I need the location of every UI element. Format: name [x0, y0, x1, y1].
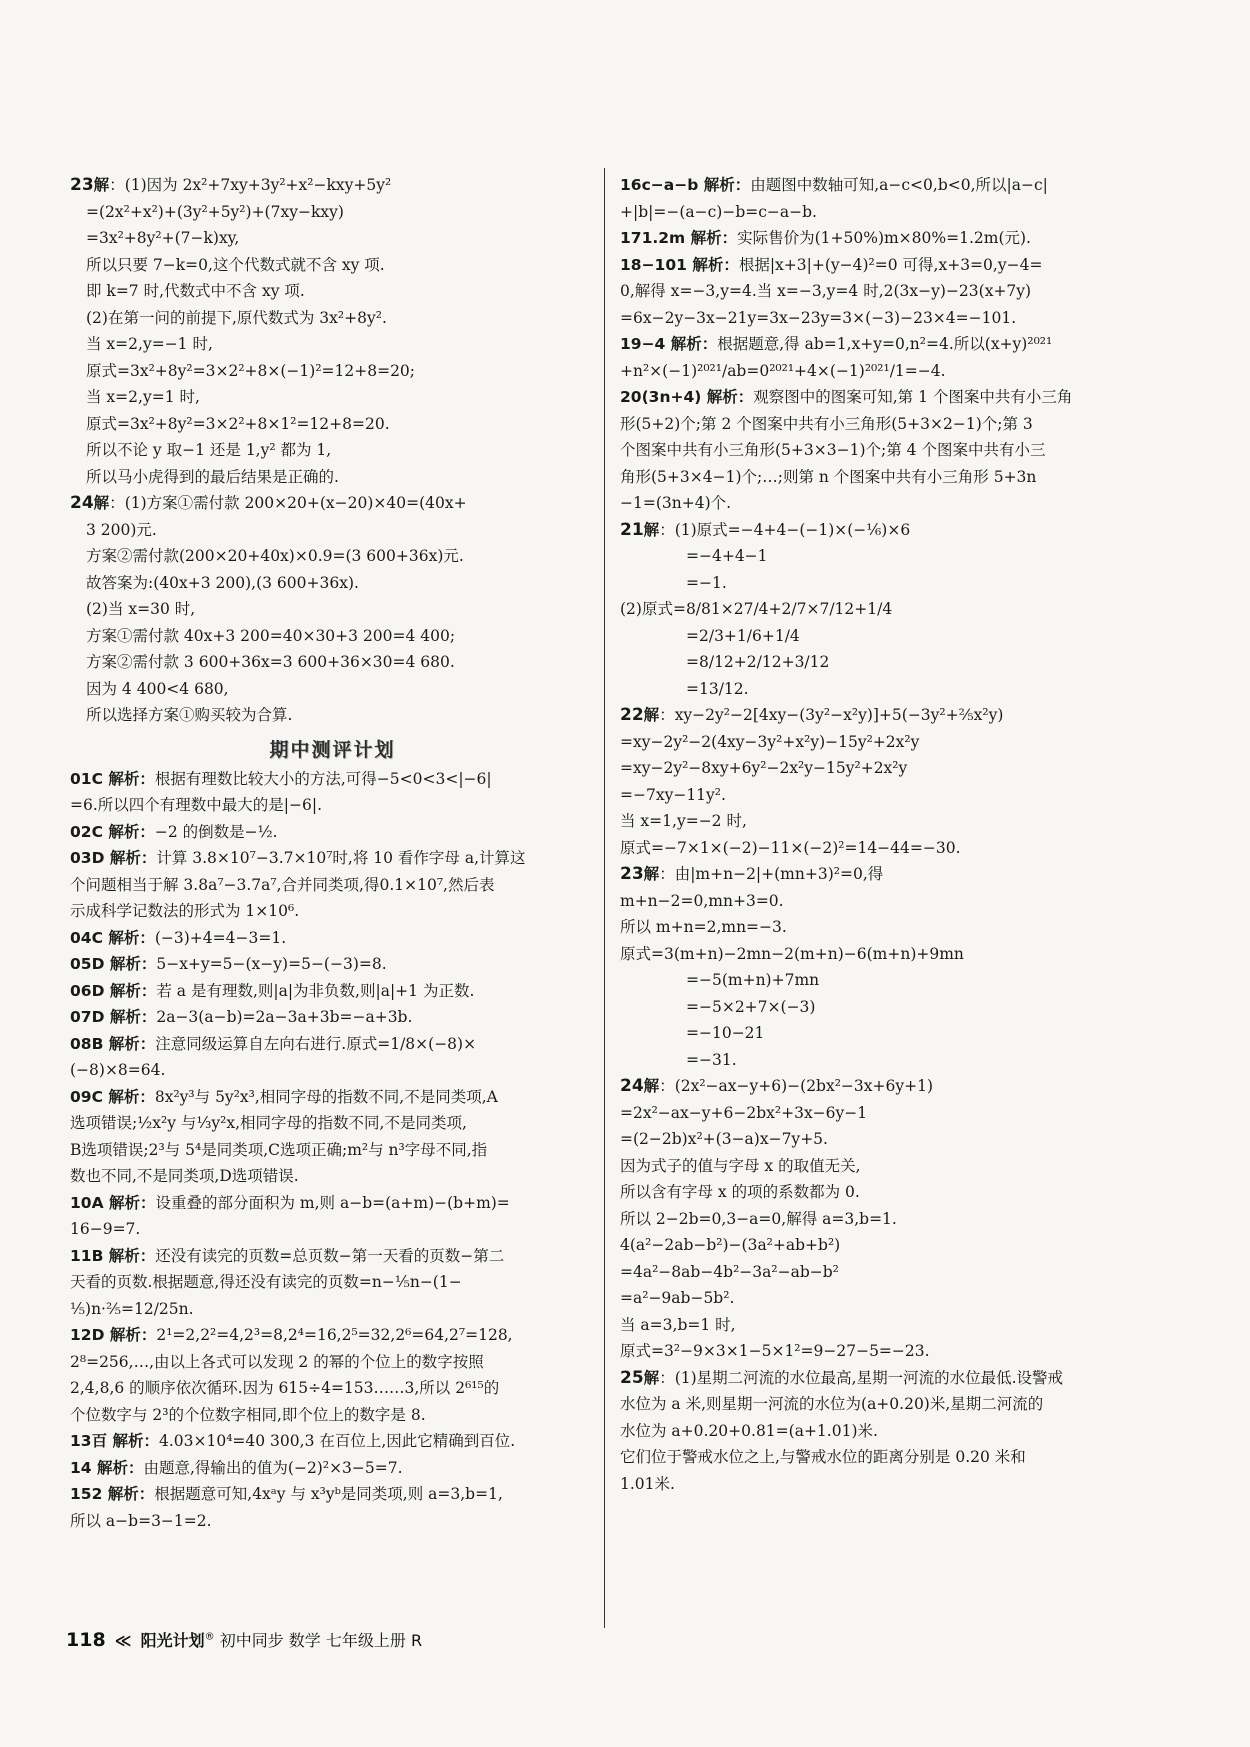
analysis-text: 根据题意可知,4xᵃy 与 x³yᵇ是同类项,则 a=3,b=1,	[154, 1485, 503, 1503]
text-line: =a²−9ab−5b².	[620, 1289, 735, 1307]
right-line	[620, 808, 1145, 835]
brand-name: 阳光计划	[140, 1631, 205, 1650]
right-line	[620, 1179, 1145, 1206]
analysis-label: 解析：	[665, 335, 718, 353]
question-number: 22	[620, 705, 644, 725]
left-line	[70, 278, 595, 305]
left-line	[70, 490, 595, 517]
right-line	[620, 411, 1145, 438]
left-line	[70, 305, 595, 332]
left-answer-line	[70, 951, 595, 978]
text-line: =−31.	[686, 1050, 737, 1069]
left-answer-line	[70, 1481, 595, 1508]
question-number: 23	[620, 864, 644, 884]
analysis-label: 解析：	[103, 1193, 156, 1212]
analysis-text: 若 a 是有理数,则|a|为非负数,则|a|+1 为正数.	[156, 981, 475, 1000]
text-line: 所以不论 y 取−1 还是 1,y² 都为 1,	[86, 441, 332, 459]
left-answer-line	[70, 1243, 595, 1270]
solution-label: 解	[643, 865, 660, 883]
left-column	[70, 172, 595, 1534]
analysis-text: 5−x+y=5−(x−y)=5−(−3)=8.	[156, 955, 387, 973]
text-line: 方案②需付款 3 600+36x=3 600+36×30=4 680.	[86, 653, 455, 671]
left-line	[70, 331, 595, 358]
right-line	[620, 835, 1145, 862]
text-line: 方案②需付款(200×20+40x)×0.9=(3 600+36x)元.	[86, 547, 464, 565]
solution-label: 解	[93, 494, 110, 512]
solution-text: ：(2x²−ax−y+6)−(2bx²−3x+6y+1)	[659, 1077, 934, 1095]
text-line: =2x²−ax−y+6−2bx²+3x−6y−1	[620, 1103, 868, 1122]
text-line: 角形(5+3×4−1)个;…;则第 n 个图案中共有小三角形 5+3n	[620, 467, 1037, 486]
page-footer	[66, 1628, 422, 1651]
left-answer-line	[70, 1110, 595, 1137]
right-line	[620, 861, 1145, 888]
right-line	[620, 305, 1145, 332]
left-answer-line	[70, 1031, 595, 1058]
answer-key: 10A	[70, 1193, 104, 1212]
analysis-text: 2¹=2,2²=4,2³=8,2⁴=16,2⁵=32,2⁶=64,2⁷=128,	[156, 1326, 513, 1344]
right-line	[620, 543, 1145, 570]
left-line	[70, 225, 595, 252]
text-line: =2/3+1/6+1/4	[686, 626, 800, 645]
left-answer-line	[70, 845, 595, 872]
solution-label: 解	[643, 1077, 660, 1095]
right-line	[620, 570, 1145, 597]
right-line	[620, 782, 1145, 809]
analysis-text: 设重叠的部分面积为 m,则 a−b=(a+m)−(b+m)=	[155, 1193, 510, 1212]
text-line: 水位为 a 米,则星期一河流的水位为(a+0.20)米,星期二河流的	[620, 1395, 1044, 1413]
text-line: =−1.	[686, 573, 727, 592]
right-line	[620, 1444, 1145, 1471]
right-line	[620, 464, 1145, 491]
answer-key: 12D	[70, 1326, 105, 1344]
right-line	[620, 199, 1145, 226]
text-line: ⅕)n·⅖=12/25n.	[70, 1299, 194, 1318]
right-line	[620, 729, 1145, 756]
right-line	[620, 252, 1145, 279]
text-line: 2⁸=256,…,由以上各式可以发现 2 的幂的个位上的数字按照	[70, 1352, 484, 1371]
answer-key: 07D	[70, 1008, 105, 1026]
analysis-text: 由题意,得输出的值为(−2)²×3−5=7.	[143, 1458, 403, 1477]
left-answer-line	[70, 1428, 595, 1455]
right-line	[620, 676, 1145, 703]
left-answer-line	[70, 1375, 595, 1402]
right-line	[620, 384, 1145, 411]
right-line	[620, 1365, 1145, 1392]
text-line: =4a²−8ab−4b²−3a²−ab−b²	[620, 1262, 839, 1281]
left-answer-line	[70, 1402, 595, 1429]
left-answer-line	[70, 898, 595, 925]
left-line	[70, 199, 595, 226]
text-line: 原式=3x²+8y²=3×2²+8×(−1)²=12+8=20;	[86, 361, 416, 380]
left-line	[70, 676, 595, 703]
text-line: (−8)×8=64.	[70, 1061, 166, 1079]
text-line: (2)原式=8/81×27/4+2/7×7/12+1/4	[620, 600, 893, 618]
right-line	[620, 755, 1145, 782]
right-line	[620, 888, 1145, 915]
text-line: 个问题相当于解 3.8a⁷−3.7a⁷,合并同类项,得0.1×10⁷,然后表	[70, 875, 495, 894]
analysis-text: 根据有理数比较大小的方法,可得−5<0<3<|−6|	[154, 769, 492, 788]
right-line	[620, 994, 1145, 1021]
right-line	[620, 1232, 1145, 1259]
analysis-label: 解析：	[102, 822, 155, 841]
left-line	[70, 702, 595, 729]
double-arrow-icon: ≪	[114, 1631, 132, 1650]
analysis-label: 解析：	[104, 981, 157, 1000]
answer-key: 18−101	[620, 255, 687, 274]
text-line: 数也不同,不是同类项,D选项错误.	[70, 1167, 299, 1185]
left-line	[70, 623, 595, 650]
answer-key: 152	[70, 1485, 103, 1503]
answer-key: 05D	[70, 955, 105, 973]
left-line	[70, 464, 595, 491]
text-line: 当 x=2,y=−1 时,	[86, 335, 213, 353]
left-answer-line	[70, 1455, 595, 1482]
answer-key: 20(3n+4)	[620, 388, 702, 406]
question-number: 23	[70, 175, 94, 195]
left-line	[70, 252, 595, 279]
left-answer-line	[70, 1216, 595, 1243]
right-line	[620, 1418, 1145, 1445]
answer-key: 03D	[70, 849, 105, 867]
analysis-text: 根据题意,得 ab=1,x+y=0,n²=4.所以(x+y)²⁰²¹	[717, 335, 1053, 353]
text-line: =xy−2y²−2(4xy−3y²+x²y)−15y²+2x²y	[620, 732, 920, 751]
right-line	[620, 914, 1145, 941]
left-line	[70, 543, 595, 570]
answer-key: 01C	[70, 769, 103, 788]
analysis-text: 2a−3(a−b)=2a−3a+3b=−a+3b.	[156, 1008, 413, 1026]
right-line	[620, 172, 1145, 199]
solution-text: ：(1)星期二河流的水位最高,星期一河流的水位最低.设警戒	[659, 1368, 1063, 1387]
text-line: 示成科学记数法的形式为 1×10⁶.	[70, 902, 300, 920]
right-line	[620, 1285, 1145, 1312]
column-divider	[604, 168, 605, 1628]
analysis-label: 解析：	[102, 1485, 155, 1503]
left-line	[70, 649, 595, 676]
analysis-label: 解析：	[701, 388, 754, 406]
right-line	[620, 1126, 1145, 1153]
text-line: 它们位于警戒水位之上,与警戒水位的距离分别是 0.20 米和	[620, 1448, 1026, 1466]
text-line: 形(5+2)个;第 2 个图案中共有小三角形(5+3×2−1)个;第 3	[620, 414, 1033, 433]
right-line	[620, 596, 1145, 623]
right-line	[620, 1259, 1145, 1286]
text-line: 原式=3x²+8y²=3×2²+8×1²=12+8=20.	[86, 414, 390, 433]
right-line	[620, 1471, 1145, 1498]
text-line: =13/12.	[686, 679, 749, 698]
text-line: 0,解得 x=−3,y=4.当 x=−3,y=4 时,2(3x−y)−23(x+7y)	[620, 282, 1032, 300]
text-line: 即 k=7 时,代数式中不含 xy 项.	[86, 282, 305, 300]
left-answer-line	[70, 792, 595, 819]
text-line: 方案①需付款 40x+3 200=40×30+3 200=4 400;	[86, 626, 456, 645]
text-line: 所以 m+n=2,mn=−3.	[620, 918, 787, 936]
text-line: =−4+4−1	[686, 547, 768, 565]
right-line	[620, 1020, 1145, 1047]
right-line	[620, 623, 1145, 650]
right-line	[620, 967, 1145, 994]
text-line: 当 x=2,y=1 时,	[86, 388, 200, 406]
text-line: 当 x=1,y=−2 时,	[620, 812, 747, 830]
right-line	[620, 358, 1145, 385]
text-line: 选项错误;½x²y 与⅓y²x,相同字母的指数不同,不是同类项,	[70, 1114, 467, 1132]
answer-key: 171.2m	[620, 229, 686, 247]
text-line: 因为 4 400<4 680,	[86, 679, 229, 698]
left-answer-line	[70, 925, 595, 952]
analysis-text: 还没有读完的页数=总页数−第一天看的页数−第二	[155, 1246, 505, 1265]
right-line	[620, 1312, 1145, 1339]
left-answer-line	[70, 1084, 595, 1111]
text-line: =8/12+2/12+3/12	[686, 653, 830, 671]
analysis-text: 观察图中的图案可知,第 1 个图案中共有小三角	[753, 388, 1073, 406]
book-title: 初中同步 数学 七年级上册 R	[219, 1631, 423, 1650]
right-line	[620, 437, 1145, 464]
left-answer-line	[70, 1349, 595, 1376]
left-line	[70, 172, 595, 199]
right-line	[620, 649, 1145, 676]
answer-key: 06D	[70, 981, 105, 1000]
text-line: 所以马小虎得到的最后结果是正确的.	[86, 467, 339, 486]
left-answer-line	[70, 1269, 595, 1296]
answer-key: 09C	[70, 1087, 103, 1106]
left-line	[70, 517, 595, 544]
solution-label: 解	[643, 520, 660, 539]
analysis-label: 解析：	[104, 849, 157, 867]
right-line	[620, 331, 1145, 358]
right-line	[620, 1206, 1145, 1233]
analysis-label: 解析：	[104, 1326, 157, 1344]
text-line: 故答案为:(40x+3 200),(3 600+36x).	[86, 573, 359, 592]
text-line: −1=(3n+4)个.	[620, 494, 732, 512]
text-line: 原式=3²−9×3×1−5×1²=9−27−5=−23.	[620, 1342, 930, 1360]
solution-label: 解	[643, 706, 660, 724]
right-line	[620, 941, 1145, 968]
solution-text: ：(1)方案①需付款 200×20+(x−20)×40=(40x+	[109, 494, 467, 512]
solution-label: 解	[643, 1368, 660, 1387]
analysis-label: 解析：	[686, 255, 739, 274]
left-answer-line	[70, 1163, 595, 1190]
solution-text: ：(1)因为 2x²+7xy+3y²+x²−kxy+5y²	[109, 176, 392, 194]
answer-key: 13百	[70, 1432, 108, 1450]
analysis-label: 解析：	[104, 955, 157, 973]
right-line	[620, 702, 1145, 729]
right-line	[620, 1153, 1145, 1180]
question-number: 24	[70, 493, 94, 513]
left-answer-line	[70, 766, 595, 793]
text-line: 4(a²−2ab−b²)−(3a²+ab+b²)	[620, 1236, 841, 1254]
left-answer-line	[70, 1004, 595, 1031]
analysis-text: −2 的倒数是−½.	[154, 822, 278, 841]
left-answer-line	[70, 1508, 595, 1535]
text-line: 所以 a−b=3−1=2.	[70, 1511, 212, 1530]
left-answer-line	[70, 1057, 595, 1084]
right-line	[620, 517, 1145, 544]
text-line: 所以只要 7−k=0,这个代数式就不含 xy 项.	[86, 255, 385, 274]
text-line: 所以 2−2b=0,3−a=0,解得 a=3,b=1.	[620, 1209, 897, 1228]
left-answer-line	[70, 872, 595, 899]
left-answer-line	[70, 1190, 595, 1217]
page-number: 118	[66, 1629, 106, 1651]
left-answer-line	[70, 978, 595, 1005]
left-line	[70, 384, 595, 411]
text-line: =(2x²+x²)+(3y²+5y²)+(7xy−kxy)	[86, 202, 344, 221]
solution-text: ：(1)原式=−4+4−(−1)×(−⅙)×6	[659, 520, 911, 539]
text-line: 2,4,8,6 的顺序依次循环.因为 615÷4=153……3,所以 2⁶¹⁵的	[70, 1379, 500, 1397]
analysis-label: 解析：	[102, 1087, 155, 1106]
text-line: =6x−2y−3x−21y=3x−23y=3×(−3)−23×4=−101.	[620, 308, 1017, 327]
text-line: =6.所以四个有理数中最大的是|−6|.	[70, 796, 322, 814]
registered-mark: ®	[204, 1631, 215, 1643]
left-answer-line	[70, 1296, 595, 1323]
text-line: =−5×2+7×(−3)	[686, 997, 816, 1016]
text-line: =3x²+8y²+(7−k)xy,	[86, 229, 240, 247]
text-line: =xy−2y²−8xy+6y²−2x²y−15y²+2x²y	[620, 759, 908, 777]
question-number: 24	[620, 1076, 644, 1096]
left-line	[70, 437, 595, 464]
text-line: (2)在第一问的前提下,原代数式为 3x²+8y².	[86, 308, 387, 327]
text-line: +n²×(−1)²⁰²¹/ab=0²⁰²¹+4×(−1)²⁰²¹/1=−4.	[620, 361, 946, 380]
text-line: =−10−21	[686, 1024, 765, 1042]
left-line	[70, 411, 595, 438]
solution-text: ：xy−2y²−2[4xy−(3y²−x²y)]+5(−3y²+⅖x²y)	[659, 706, 1004, 724]
analysis-label: 解析：	[102, 928, 155, 947]
text-line: 原式=−7×1×(−2)−11×(−2)²=14−44=−30.	[620, 838, 961, 857]
right-column	[620, 172, 1145, 1497]
left-line	[70, 570, 595, 597]
left-answer-line	[70, 1322, 595, 1349]
text-line: +|b|=−(a−c)−b=c−a−b.	[620, 202, 817, 221]
analysis-text: 4.03×10⁴=40 300,3 在百位上,因此它精确到百位.	[158, 1432, 516, 1450]
text-line: 16−9=7.	[70, 1220, 141, 1238]
section-title: 期中测评计划	[269, 738, 396, 761]
right-line	[620, 490, 1145, 517]
right-line	[620, 1100, 1145, 1127]
text-line: =−7xy−11y².	[620, 785, 726, 804]
analysis-text: 根据|x+3|+(y−4)²=0 可得,x+3=0,y−4=	[738, 255, 1043, 274]
right-line	[620, 1047, 1145, 1074]
text-line: m+n−2=0,mn+3=0.	[620, 891, 784, 910]
answer-key: 04C	[70, 928, 103, 947]
text-line: 水位为 a+0.20+0.81=(a+1.01)米.	[620, 1421, 878, 1440]
text-line: 个位数字与 2³的个位数字相同,即个位上的数字是 8.	[70, 1405, 426, 1424]
left-answer-line	[70, 1137, 595, 1164]
analysis-label: 解析：	[685, 229, 738, 247]
text-line: 所以选择方案①购买较为合算.	[86, 706, 293, 724]
text-line: B选项错误;2³与 5⁴是同类项,C选项正确;m²与 n³字母不同,指	[70, 1140, 488, 1159]
analysis-text: 实际售价为(1+50%)m×80%=1.2m(元).	[737, 229, 1031, 247]
text-line: =−5(m+n)+7mn	[686, 971, 820, 989]
analysis-label: 解析：	[102, 769, 155, 788]
right-line	[620, 1073, 1145, 1100]
right-line	[620, 1338, 1145, 1365]
left-line	[70, 596, 595, 623]
question-number: 21	[620, 519, 644, 540]
text-line: 个图案中共有小三角形(5+3×3−1)个;第 4 个图案中共有小三	[620, 441, 1046, 459]
text-line: 原式=3(m+n)−2mn−2(m+n)−6(m+n)+9mn	[620, 944, 964, 963]
analysis-label: 解析：	[103, 1246, 156, 1265]
analysis-label: 解析：	[104, 1008, 157, 1026]
analysis-label: 解析：	[103, 1034, 156, 1053]
text-line: (2)当 x=30 时,	[86, 600, 196, 618]
question-number: 25	[620, 1367, 644, 1388]
right-line	[620, 225, 1145, 252]
left-answer-line	[70, 819, 595, 846]
right-line	[620, 278, 1145, 305]
analysis-label: 解析：	[698, 176, 751, 194]
right-line	[620, 1391, 1145, 1418]
analysis-text: 由题图中数轴可知,a−c<0,b<0,所以|a−c|	[750, 176, 1048, 194]
analysis-text: (−3)+4=4−3=1.	[154, 928, 287, 947]
text-line: 天看的页数.根据题意,得还没有读完的页数=n−⅕n−(1−	[70, 1273, 462, 1291]
text-line: 1.01米.	[620, 1474, 675, 1493]
answer-key: 08B	[70, 1034, 104, 1053]
answer-key: 02C	[70, 822, 103, 841]
analysis-text: 8x²y³与 5y²x³,相同字母的指数不同,不是同类项,A	[154, 1087, 498, 1106]
analysis-text: 注意同级运算自左向右进行.原式=1/8×(−8)×	[155, 1034, 477, 1053]
solution-text: ：由|m+n−2|+(mn+3)²=0,得	[659, 865, 884, 883]
left-line	[70, 358, 595, 385]
text-line: 所以含有字母 x 的项的系数都为 0.	[620, 1183, 860, 1201]
analysis-label: 解析：	[91, 1458, 144, 1477]
text-line: =(2−2b)x²+(3−a)x−7y+5.	[620, 1130, 828, 1148]
answer-key: 14	[70, 1458, 92, 1477]
text-line: 3 200)元.	[86, 520, 157, 539]
answer-key: 19−4	[620, 335, 666, 353]
text-line: 当 a=3,b=1 时,	[620, 1315, 736, 1334]
answer-key: 16c−a−b	[620, 176, 699, 194]
answer-key: 11B	[70, 1246, 104, 1265]
analysis-label: 解析：	[107, 1432, 159, 1450]
text-line: 因为式子的值与字母 x 的取值无关,	[620, 1156, 861, 1175]
analysis-text: 计算 3.8×10⁷−3.7×10⁷时,将 10 看作字母 a,计算这	[156, 849, 526, 867]
solution-label: 解	[93, 176, 110, 194]
